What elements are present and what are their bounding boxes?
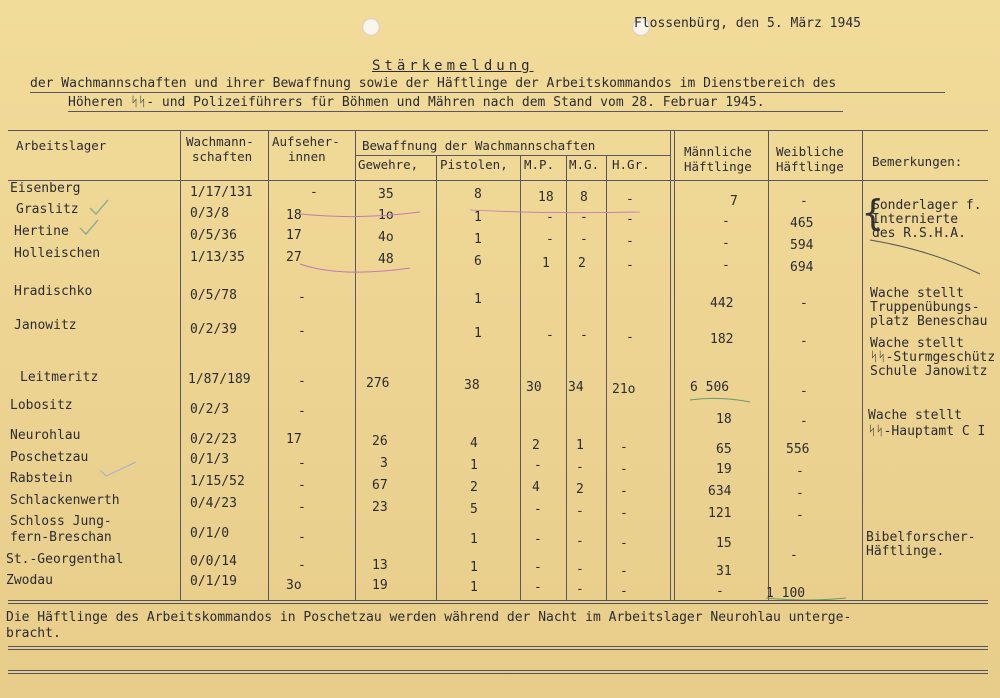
footer-note-line-1: Die Häftlinge des Arbeitskommandos in Poschetzau werden während der Nacht im Arbeitslager Neurohlau unterge- xyxy=(6,610,852,625)
row-pistolen: 1 xyxy=(470,458,478,473)
row-mp: - xyxy=(534,502,542,517)
row-hgr: - xyxy=(626,258,634,273)
row-mg: 2 xyxy=(578,256,586,271)
row-name: Schloss Jung- xyxy=(10,514,112,529)
row-aufs: 3o xyxy=(286,578,302,593)
header-weibliche-2: Häftlinge xyxy=(776,159,844,174)
row-mp: - xyxy=(534,560,542,575)
row-mp: - xyxy=(546,328,554,343)
row-mp: - xyxy=(534,458,542,473)
row-gewehre: 35 xyxy=(378,187,394,202)
remark-brace: { xyxy=(862,193,884,234)
row-maennlich: 18 xyxy=(716,412,732,427)
row-mp: - xyxy=(534,580,542,595)
row-mg: - xyxy=(576,582,584,597)
remark-line: Schule Janowitz xyxy=(870,364,988,379)
row-gewehre: 67 xyxy=(372,478,388,493)
row-maennlich: 6 506 xyxy=(690,380,730,395)
row-weiblich: - xyxy=(800,296,808,311)
row-weiblich: - xyxy=(800,384,808,399)
row-aufs: 27 xyxy=(286,250,302,265)
row-hgr: 21o xyxy=(612,382,636,397)
row-mg: - xyxy=(580,232,588,247)
row-wach: 1/13/35 xyxy=(190,250,245,265)
header-pistolen: Pistolen, xyxy=(440,157,508,172)
row-name: Poschetzau xyxy=(10,450,89,465)
header-weibliche-1: Weibliche xyxy=(776,144,844,159)
row-aufs: - xyxy=(298,290,306,305)
remark-line: Wache stellt xyxy=(868,408,962,423)
row-pistolen: 1 xyxy=(474,232,482,247)
row-gewehre: 48 xyxy=(378,252,394,267)
row-aufs: - xyxy=(298,404,306,419)
row-maennlich: - xyxy=(722,214,730,229)
row-name: St.-Georgenthal xyxy=(6,552,124,567)
header-maennliche-2: Häftlinge xyxy=(684,159,752,174)
row-hgr: - xyxy=(626,192,634,207)
row-mg: 1 xyxy=(576,438,584,453)
row-gewehre: 19 xyxy=(372,578,388,593)
row-maennlich: 15 xyxy=(716,536,732,551)
row-name: Hertine xyxy=(14,224,69,239)
row-hgr: - xyxy=(626,234,634,249)
row-gewehre: 276 xyxy=(366,376,390,391)
row-hgr: - xyxy=(626,212,634,227)
row-mp: 30 xyxy=(526,380,542,395)
double-rule xyxy=(8,670,988,674)
row-weiblich: - xyxy=(796,464,804,479)
row-maennlich: 121 xyxy=(708,506,732,521)
row-wach: 0/4/23 xyxy=(190,496,237,511)
header-aufseherinnen-2: innen xyxy=(288,149,326,164)
header-wachmannschaften-2: schaften xyxy=(192,149,253,164)
row-weiblich: 594 xyxy=(790,238,814,253)
remark-line: platz Beneschau xyxy=(870,314,988,329)
row-mg: - xyxy=(576,534,584,549)
row-aufs: - xyxy=(298,530,306,545)
row-wach: 0/1/19 xyxy=(190,574,237,589)
row-mp: 4 xyxy=(532,480,540,495)
row-mg: - xyxy=(580,328,588,343)
remark-line: Sonderlager f. xyxy=(872,198,982,213)
row-hgr: - xyxy=(620,484,628,499)
row-hgr: - xyxy=(620,506,628,521)
double-rule xyxy=(8,646,988,650)
row-name: Zwodau xyxy=(6,573,53,588)
row-mp: - xyxy=(534,532,542,547)
row-aufs: - xyxy=(298,374,306,389)
row-aufs: 17 xyxy=(286,432,302,447)
row-gewehre: 4o xyxy=(378,230,394,245)
header-gewehre: Gewehre, xyxy=(358,157,419,172)
row-wach: 1/87/189 xyxy=(188,372,251,387)
remark-line: Internierte xyxy=(872,212,959,227)
row-wach: 0/2/39 xyxy=(190,322,237,337)
row-mp: - xyxy=(546,210,554,225)
row-weiblich: - xyxy=(800,194,808,209)
header-mg: M.G. xyxy=(569,157,600,172)
row-maennlich: 31 xyxy=(716,564,732,579)
row-name: Holleischen xyxy=(14,246,101,261)
row-hgr: - xyxy=(620,440,628,455)
row-hgr: - xyxy=(620,584,628,599)
row-pistolen: 1 xyxy=(470,580,478,595)
header-mp: M.P. xyxy=(524,157,555,172)
row-name: Rabstein xyxy=(10,471,73,486)
row-name-continued: fern-Breschan xyxy=(10,530,112,545)
row-mg: 34 xyxy=(568,380,584,395)
row-hgr: - xyxy=(620,462,628,477)
row-hgr: - xyxy=(620,536,628,551)
row-pistolen: 1 xyxy=(470,560,478,575)
row-wach: 0/2/23 xyxy=(190,432,237,447)
header-wachmannschaften-1: Wachmann- xyxy=(186,134,254,149)
row-name: Hradischko xyxy=(14,284,93,299)
place-date: Flossenbürg, den 5. März 1945 xyxy=(634,16,861,31)
subtitle-line-1: der Wachmannschaften und ihrer Bewaffnung sowie der Häftlinge der Arbeitskommandos im Dienstbereich des xyxy=(30,76,837,91)
remark-line: Wache stellt xyxy=(870,336,964,351)
remark-line: Truppenübungs- xyxy=(870,300,980,315)
row-maennlich: - xyxy=(722,236,730,251)
row-wach: 0/3/8 xyxy=(190,206,230,221)
row-pistolen: 8 xyxy=(474,187,482,202)
row-aufs: 18 xyxy=(286,208,302,223)
row-name: Leitmeritz xyxy=(20,370,99,385)
row-pistolen: 38 xyxy=(464,378,480,393)
row-aufs: 17 xyxy=(286,228,302,243)
row-gewehre: 23 xyxy=(372,500,388,515)
remark-line: des R.S.H.A. xyxy=(872,226,966,241)
row-aufs: - xyxy=(298,478,306,493)
subtitle-line-2: Höheren ᛋᛋ- und Polizeiführers für Böhmen und Mähren nach dem Stand vom 28. Februar 1945. xyxy=(68,95,765,110)
row-wach: 0/1/0 xyxy=(190,526,230,541)
header-maennliche-1: Männliche xyxy=(684,144,752,159)
row-weiblich: 465 xyxy=(790,216,814,231)
remark-line: ᛋᛋ-Hauptamt C I xyxy=(868,424,986,439)
row-mp: 2 xyxy=(532,438,540,453)
row-mp: 1 xyxy=(542,256,550,271)
row-pistolen: 1 xyxy=(474,210,482,225)
row-pistolen: 6 xyxy=(474,254,482,269)
row-gewehre: 26 xyxy=(372,434,388,449)
row-pistolen: 1 xyxy=(474,292,482,307)
row-weiblich: - xyxy=(796,486,804,501)
row-name: Eisenberg xyxy=(10,181,81,196)
header-hgr: H.Gr. xyxy=(612,157,650,172)
row-name: Schlackenwerth xyxy=(10,493,120,508)
row-maennlich: 19 xyxy=(716,462,732,477)
remark-line: Bibelforscher- xyxy=(866,530,976,545)
row-weiblich: - xyxy=(800,414,808,429)
row-pistolen: 5 xyxy=(470,502,478,517)
row-maennlich: 7 xyxy=(730,194,738,209)
row-name: Neurohlau xyxy=(10,428,81,443)
row-mg: 8 xyxy=(580,190,588,205)
row-aufs: - xyxy=(310,185,318,200)
row-mp: - xyxy=(546,232,554,247)
row-weiblich: - xyxy=(796,508,804,523)
remark-line: Wache stellt xyxy=(870,286,964,301)
row-weiblich: - xyxy=(790,548,798,563)
row-gewehre: 13 xyxy=(372,558,388,573)
row-maennlich: 182 xyxy=(710,332,734,347)
header-aufseherinnen-1: Aufseher- xyxy=(272,134,340,149)
row-gewehre: 1o xyxy=(378,208,394,223)
row-gewehre: 3 xyxy=(380,456,388,471)
row-mp: 18 xyxy=(538,190,554,205)
row-maennlich: - xyxy=(716,584,724,599)
row-aufs: - xyxy=(298,558,306,573)
row-maennlich: 634 xyxy=(708,484,732,499)
header-bemerkungen: Bemerkungen: xyxy=(872,154,963,169)
row-mg: - xyxy=(576,460,584,475)
remark-line: ᛋᛋ-Sturmgeschütz xyxy=(870,350,996,365)
row-mg: - xyxy=(580,210,588,225)
row-wach: 0/2/3 xyxy=(190,402,230,417)
row-weiblich: 556 xyxy=(786,442,810,457)
header-arbeitslager: Arbeitslager xyxy=(16,138,107,153)
row-name: Graslitz xyxy=(16,202,79,217)
row-wach: 0/5/36 xyxy=(190,228,237,243)
row-pistolen: 1 xyxy=(474,326,482,341)
row-aufs: - xyxy=(298,500,306,515)
row-hgr: - xyxy=(620,564,628,579)
row-aufs: - xyxy=(298,324,306,339)
row-mg: - xyxy=(576,504,584,519)
row-maennlich: 65 xyxy=(716,442,732,457)
row-name: Lobositz xyxy=(10,398,73,413)
row-mg: 2 xyxy=(576,482,584,497)
row-mg: - xyxy=(576,562,584,577)
footer-note-line-2: bracht. xyxy=(6,626,61,641)
header-bewaffnung: Bewaffnung der Wachmannschaften xyxy=(362,138,596,153)
row-pistolen: 2 xyxy=(470,480,478,495)
remark-line: Häftlinge. xyxy=(866,544,945,559)
row-maennlich: - xyxy=(722,258,730,273)
row-maennlich: 442 xyxy=(710,296,734,311)
row-name: Janowitz xyxy=(14,318,77,333)
row-pistolen: 4 xyxy=(470,436,478,451)
row-wach: 0/0/14 xyxy=(190,554,237,569)
row-weiblich: 1 100 xyxy=(766,586,806,601)
row-weiblich: 694 xyxy=(790,260,814,275)
double-rule xyxy=(8,600,988,604)
row-wach: 0/1/3 xyxy=(190,452,230,467)
row-aufs: - xyxy=(298,456,306,471)
row-hgr: - xyxy=(626,330,634,345)
row-wach: 1/15/52 xyxy=(190,474,245,489)
row-pistolen: 1 xyxy=(470,532,478,547)
row-weiblich: - xyxy=(800,334,808,349)
row-wach: 1/17/131 xyxy=(190,185,253,200)
row-wach: 0/5/78 xyxy=(190,288,237,303)
document-title: Stärkemeldung xyxy=(372,58,534,74)
